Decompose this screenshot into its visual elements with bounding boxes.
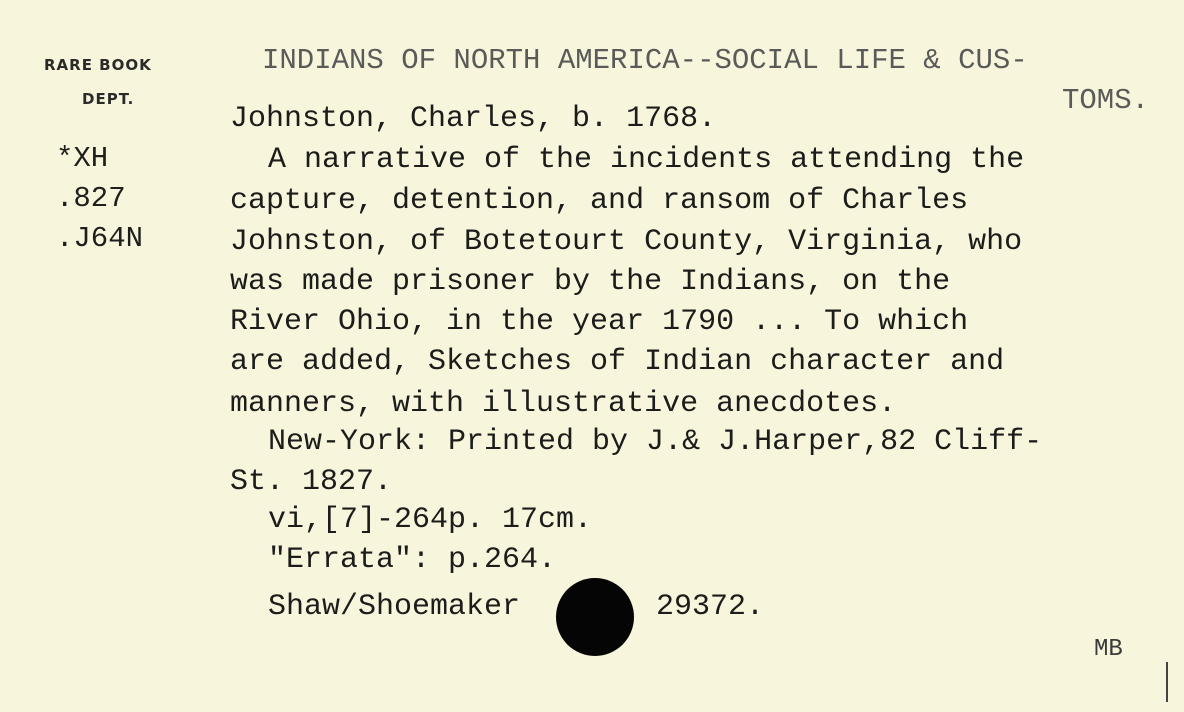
title-line-1: A narrative of the incidents attending the xyxy=(268,143,1025,177)
errata-note: "Errata": p.264. xyxy=(268,543,557,577)
call-number-year: .827 xyxy=(56,182,126,215)
rare-book-stamp-line2: DEPT. xyxy=(82,90,135,108)
punched-hole xyxy=(556,578,634,656)
call-number-cutter: .J64N xyxy=(56,222,144,255)
rare-book-stamp-line1: RARE BOOK xyxy=(44,56,152,74)
cataloger-initials: MB xyxy=(1094,636,1123,663)
call-number-class: *XH xyxy=(56,142,109,175)
imprint-line-2: St. 1827. xyxy=(230,465,393,499)
title-line-7: manners, with illustrative anecdotes. xyxy=(230,387,897,421)
subject-heading-line2: TOMS. xyxy=(1062,84,1150,117)
title-line-3: Johnston, of Botetourt County, Virginia, who xyxy=(230,225,1023,259)
bibliography-reference-label: Shaw/Shoemaker xyxy=(268,590,521,624)
author-entry: Johnston, Charles, b. 1768. xyxy=(230,102,717,136)
title-line-2: capture, detention, and ransom of Charles xyxy=(230,184,969,218)
subject-heading-line1: INDIANS OF NORTH AMERICA--SOCIAL LIFE & CUS- xyxy=(262,44,1028,77)
collation: vi,[7]-264p. 17cm. xyxy=(268,503,593,537)
title-line-5: River Ohio, in the year 1790 ... To which xyxy=(230,305,969,339)
bibliography-reference-number: 29372. xyxy=(656,590,765,624)
title-line-6: are added, Sketches of Indian character and xyxy=(230,345,1005,379)
title-line-4: was made prisoner by the Indians, on the xyxy=(230,265,951,299)
imprint-line-1: New-York: Printed by J.& J.Harper,82 Cliff- xyxy=(268,425,1043,459)
edge-mark xyxy=(1166,662,1168,702)
